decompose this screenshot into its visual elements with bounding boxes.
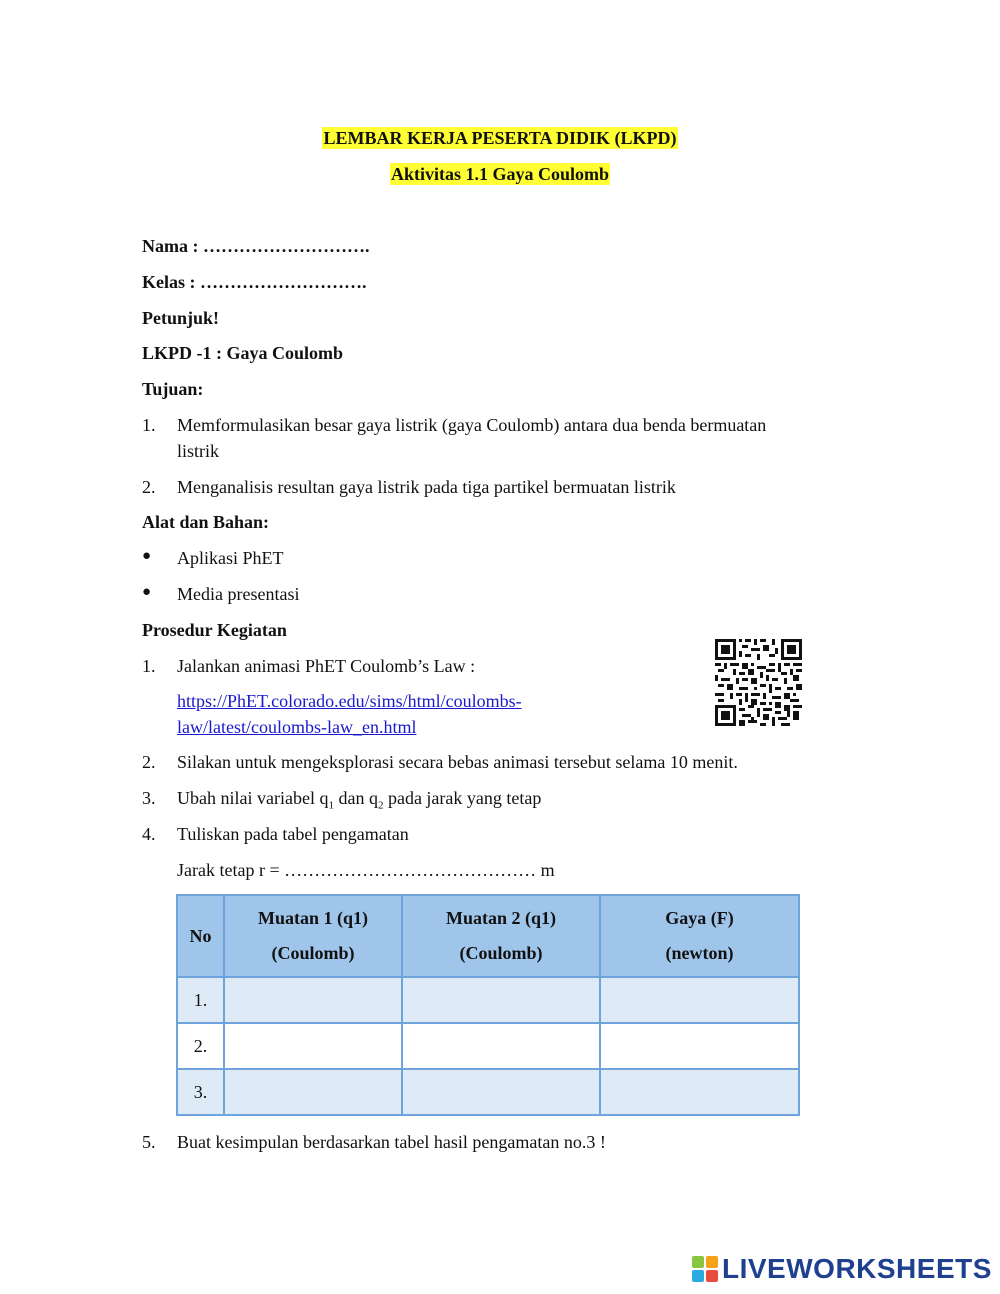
kelas-field: Kelas : ………………………. [142,272,367,292]
tujuan-item-1-line1: Memformulasikan besar gaya listrik (gaya Coulomb) antara dua benda bermuatan [177,415,767,435]
table-row [177,1023,799,1069]
liveworksheets-logo-icon [692,1256,718,1282]
alat-item-media: Media presentasi [177,584,300,604]
tujuan-heading: Tujuan: [142,379,204,399]
liveworksheets-logo [692,1252,992,1286]
col-header-gaya: Gaya (F) (newton) [600,895,799,977]
col-header-muatan-1: Muatan 1 (q1) (Coulomb) [224,895,402,977]
table-header-row [177,895,799,977]
jarak-tetap-field: Jarak tetap r = …………………………………… m [177,860,555,880]
answer-cell[interactable] [600,1069,799,1115]
liveworksheets-wordmark: LIVEWORKSHEETS [722,1253,992,1284]
answer-cell[interactable] [224,1023,402,1069]
petunjuk-heading: Petunjuk! [142,308,220,328]
step-3-text: Ubah nilai variabel $q_1$ dan $q_2$ pada jarak yang tetap [177,788,542,812]
worksheet-title: LEMBAR KERJA PESERTA DIDIK (LKPD) [323,128,677,148]
row-number: 3. [177,1069,224,1115]
row-number: 1. [177,977,224,1023]
answer-cell[interactable] [402,1069,600,1115]
answer-cell[interactable] [224,977,402,1023]
list-number: 2. [142,477,156,497]
table-row [177,1069,799,1115]
bullet-icon: ● [142,548,152,564]
qr-code-icon [715,639,802,726]
row-number: 2. [177,1023,224,1069]
tujuan-item-2: Menganalisis resultan gaya listrik pada tiga partikel bermuatan listrik [177,477,676,497]
answer-cell[interactable] [402,1023,600,1069]
list-number: 3. [142,788,156,808]
step-4-text: Tuliskan pada tabel pengamatan [177,824,409,844]
lkpd-title: LKPD -1 : Gaya Coulomb [142,343,344,363]
list-number: 5. [142,1132,156,1152]
nama-field: Nama : ………………………. [142,236,370,256]
observation-table [176,894,800,1116]
answer-cell[interactable] [600,1023,799,1069]
phet-link-line1[interactable]: https://PhET.colorado.edu/sims/html/coulombs- [177,691,522,711]
answer-cell[interactable] [224,1069,402,1115]
phet-link-line2[interactable]: law/latest/coulombs-law_en.html [177,717,417,737]
step-2-text: Silakan untuk mengeksplorasi secara bebas animasi tersebut selama 10 menit. [177,752,738,772]
answer-cell[interactable] [402,977,600,1023]
activity-subtitle: Aktivitas 1.1 Gaya Coulomb [390,164,610,184]
tujuan-item-1-line2: listrik [177,441,220,461]
step-5-text: Buat kesimpulan berdasarkan tabel hasil pengamatan no.3 ! [177,1132,606,1152]
bullet-icon: ● [142,584,152,600]
alat-heading: Alat dan Bahan: [142,512,270,532]
list-number: 4. [142,824,156,844]
prosedur-heading: Prosedur Kegiatan [142,620,287,640]
alat-item-phet: Aplikasi PhET [177,548,284,568]
list-number: 1. [142,415,156,435]
list-number: 2. [142,752,156,772]
col-header-muatan-2: Muatan 2 (q1) (Coulomb) [402,895,600,977]
list-number: 1. [142,656,156,676]
step-1-text: Jalankan animasi PhET Coulomb’s Law : [177,656,476,676]
table-row [177,977,799,1023]
col-header-no: No [177,895,224,977]
answer-cell[interactable] [600,977,799,1023]
